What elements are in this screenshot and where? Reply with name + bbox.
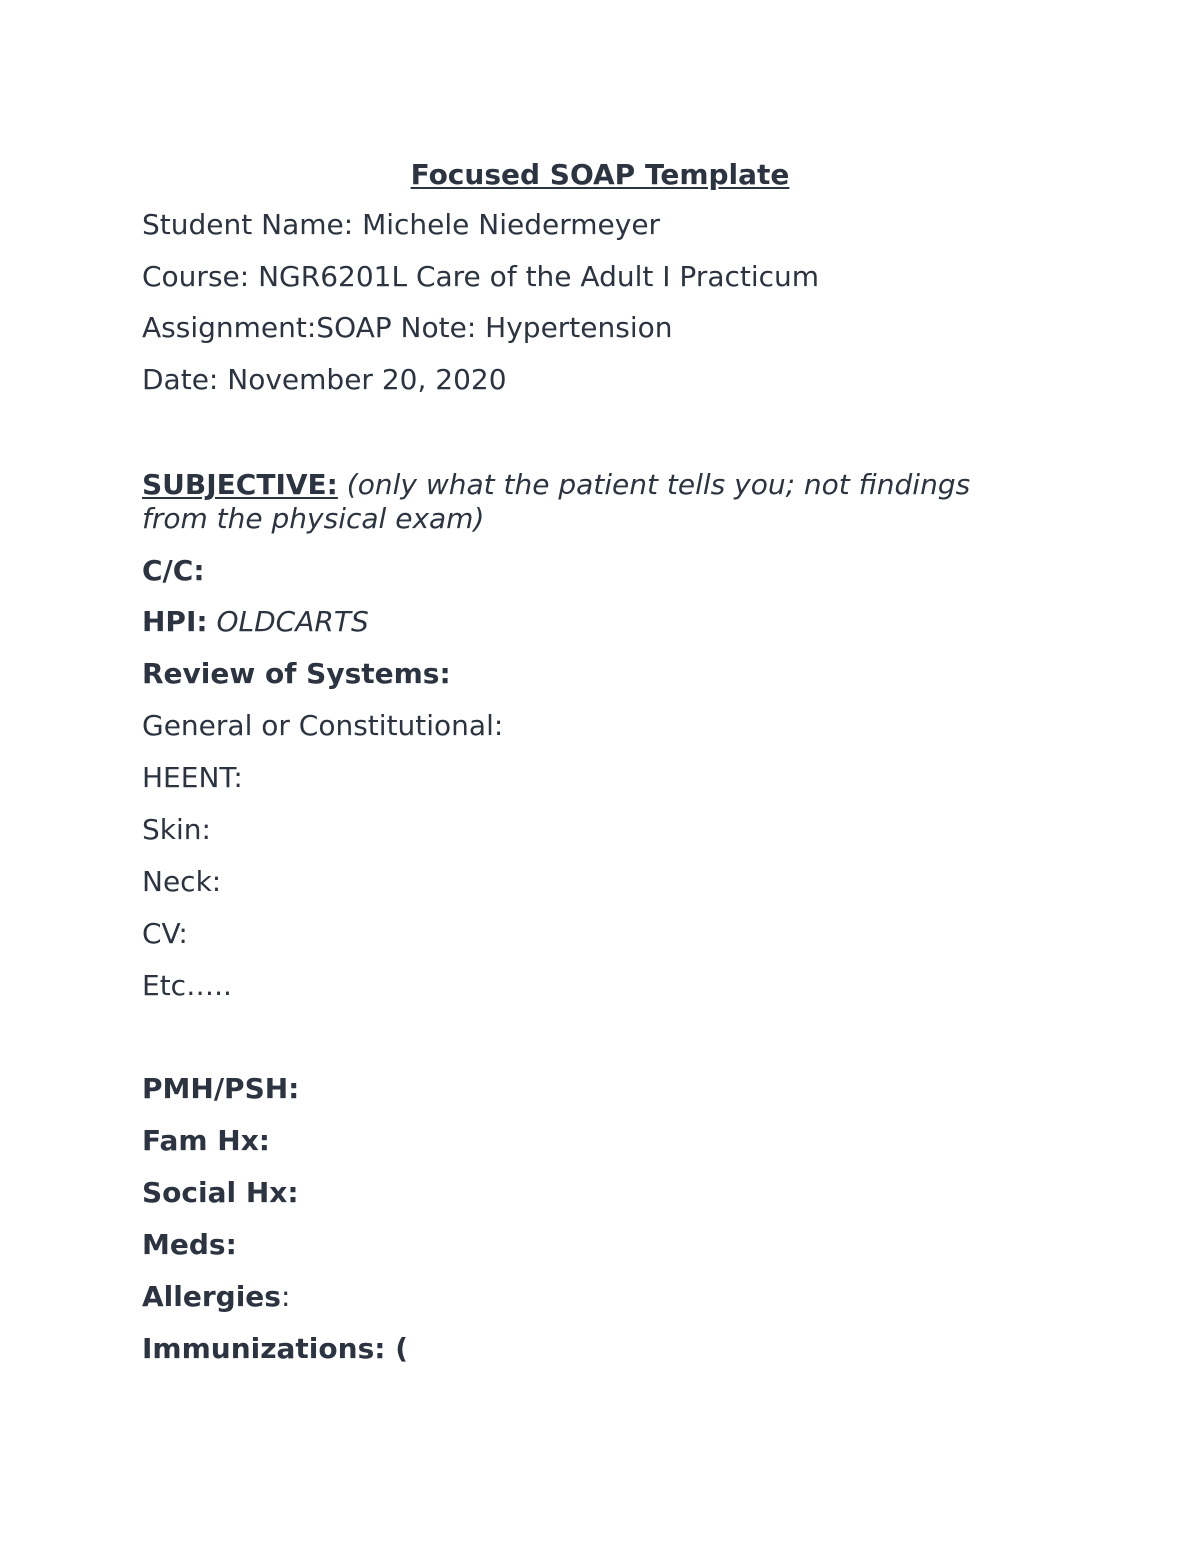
date-line <box>142 363 507 397</box>
hpi-value: OLDCARTS <box>216 605 369 638</box>
course-label: Course: <box>142 260 250 293</box>
student-name-line <box>142 208 660 242</box>
hpi-line <box>142 605 369 639</box>
course-line <box>142 260 819 294</box>
assignment-label: Assignment: <box>142 311 317 344</box>
cc-label: C/C: <box>142 554 205 587</box>
student-name-value: Michele Niedermeyer <box>362 208 661 241</box>
subjective-note: (only what the patient tells you; not findings from the physical exam) <box>142 468 971 535</box>
meds-label: Meds: <box>142 1228 237 1261</box>
assignment-value: SOAP Note: Hypertension <box>316 311 673 344</box>
ros-heading: Review of Systems: <box>142 657 451 690</box>
date-value: November 20, 2020 <box>227 363 507 396</box>
ros-item-neck: Neck: <box>142 865 222 898</box>
ros-item-etc: Etc….. <box>142 969 232 1002</box>
allergies-line <box>142 1280 290 1314</box>
immunizations-label: Immunizations: ( <box>142 1332 408 1365</box>
course-value: NGR6201L Care of the Adult I Practicum <box>258 260 820 293</box>
subjective-section-header <box>142 468 1042 536</box>
date-label: Date: <box>142 363 219 396</box>
allergies-colon: : <box>280 1280 291 1313</box>
hpi-label: HPI: <box>142 605 208 638</box>
ros-item-cv: CV: <box>142 917 188 950</box>
fam-hx-label: Fam Hx: <box>142 1124 270 1157</box>
assignment-line <box>142 311 673 345</box>
student-name-label: Student Name: <box>142 208 354 241</box>
ros-item-skin: Skin: <box>142 813 211 846</box>
ros-item-heent: HEENT: <box>142 761 243 794</box>
document-title: Focused SOAP Template <box>410 158 790 191</box>
pmh-label: PMH/PSH: <box>142 1072 300 1105</box>
social-hx-label: Social Hx: <box>142 1176 299 1209</box>
ros-item-general: General or Constitutional: <box>142 709 504 742</box>
allergies-label: Allergies <box>142 1280 281 1313</box>
subjective-heading: SUBJECTIVE: <box>142 468 338 501</box>
